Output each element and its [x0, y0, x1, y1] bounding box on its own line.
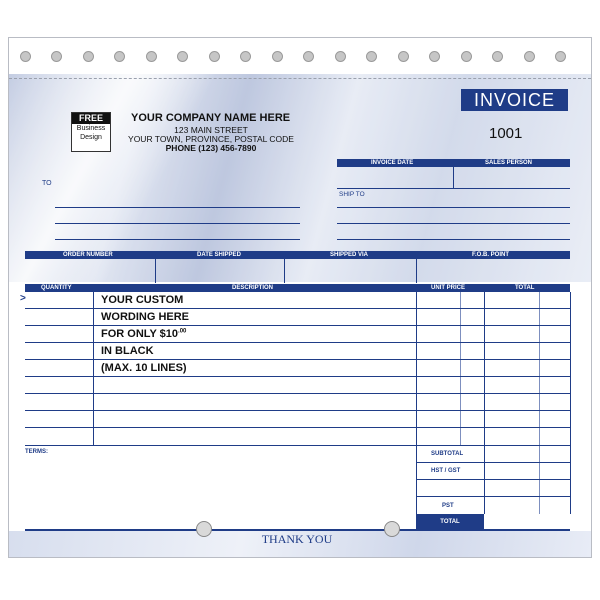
- date-shipped-field[interactable]: [156, 259, 284, 283]
- ship-to-line[interactable]: [337, 207, 570, 208]
- punch-hole: [177, 51, 188, 62]
- to-line[interactable]: [55, 223, 300, 224]
- perforation-line: [9, 78, 591, 79]
- ship-to-line[interactable]: [337, 239, 570, 240]
- company-address1: 123 MAIN STREET: [174, 125, 248, 135]
- punch-hole: [83, 51, 94, 62]
- company-name: YOUR COMPANY NAME HERE: [131, 112, 291, 124]
- punch-hole: [51, 51, 62, 62]
- punch-hole: [272, 51, 283, 62]
- invoice-title: INVOICE: [461, 89, 568, 111]
- shipped-via-field[interactable]: [285, 259, 416, 283]
- subtotal-label: SUBTOTAL: [431, 451, 464, 457]
- item-row-line: [25, 376, 570, 377]
- logo-free-text: FREE: [72, 113, 110, 124]
- to-label: TO: [42, 180, 52, 187]
- ship-to-label: SHIP TO: [339, 191, 365, 198]
- item-row-line: [25, 342, 570, 343]
- item-row-line: [25, 393, 570, 394]
- date-row-line: [337, 188, 570, 189]
- item-row-line: [25, 427, 570, 428]
- custom-line-3: [101, 328, 186, 340]
- grid-column-line: [570, 292, 571, 514]
- totals-entry-area[interactable]: [485, 451, 570, 530]
- punch-hole: [366, 51, 377, 62]
- bottom-rule: [25, 529, 570, 531]
- punch-hole: [335, 51, 346, 62]
- shipped-via-label: SHIPPED VIA: [330, 252, 369, 258]
- ship-to-line[interactable]: [337, 223, 570, 224]
- fob-point-label: F.O.B. POINT: [472, 252, 510, 258]
- row-marker: >: [20, 293, 26, 304]
- custom-line-4: IN BLACK: [101, 345, 154, 357]
- invoice-date-header: [337, 159, 570, 167]
- custom-line-1: YOUR CUSTOM: [101, 294, 184, 306]
- invoice-date-field[interactable]: [337, 167, 453, 188]
- terms-label: TERMS:: [25, 449, 48, 455]
- item-row-line: [25, 325, 570, 326]
- custom-line-5: (MAX. 10 LINES): [101, 362, 187, 374]
- order-number-field[interactable]: [25, 259, 155, 283]
- date-shipped-label: DATE SHIPPED: [197, 252, 241, 258]
- total-box-label: TOTAL: [416, 514, 484, 530]
- items-header: [25, 284, 570, 292]
- invoice-number: 1001: [489, 125, 523, 142]
- punch-hole: [20, 51, 31, 62]
- custom-line-3-text: FOR ONLY $10: [101, 328, 179, 340]
- fob-point-field[interactable]: [417, 259, 570, 283]
- logo-line3: Design: [80, 134, 102, 141]
- item-row-line: [25, 445, 570, 446]
- company-phone: PHONE (123) 456-7890: [165, 143, 257, 153]
- punch-hole: [303, 51, 314, 62]
- punch-hole: [429, 51, 440, 62]
- logo-line2: Business: [76, 125, 106, 132]
- description-label: DESCRIPTION: [232, 285, 274, 291]
- punch-hole: [209, 51, 220, 62]
- punch-hole: [492, 51, 503, 62]
- order-number-label: ORDER NUMBER: [63, 252, 113, 258]
- custom-line-2: WORDING HERE: [101, 311, 189, 323]
- sales-person-label: SALES PERSON: [485, 160, 533, 166]
- logo: [71, 112, 111, 152]
- total-label: TOTAL: [515, 285, 535, 291]
- price-cents: .00: [178, 328, 187, 335]
- to-line[interactable]: [55, 207, 300, 208]
- grid-column-line: [93, 292, 94, 445]
- punch-hole: [524, 51, 535, 62]
- unit-price-label: UNIT PRICE: [431, 285, 466, 291]
- punch-hole: [398, 51, 409, 62]
- to-line[interactable]: [55, 239, 300, 240]
- punch-hole: [240, 51, 251, 62]
- punch-hole: [114, 51, 125, 62]
- grid-column-line: [460, 292, 461, 445]
- item-row-line: [25, 308, 570, 309]
- punch-hole: [555, 51, 566, 62]
- hst-gst-label: HST / GST: [431, 468, 461, 474]
- invoice-sheet: [8, 37, 592, 558]
- order-info-header: [25, 251, 570, 259]
- punch-hole: [146, 51, 157, 62]
- pst-label: PST: [442, 503, 454, 509]
- sales-person-field[interactable]: [454, 167, 570, 188]
- quantity-label: QUANTITY: [41, 285, 72, 291]
- punch-hole: [461, 51, 472, 62]
- invoice-date-label: INVOICE DATE: [371, 160, 414, 166]
- thank-you-text: THANK YOU: [261, 532, 333, 546]
- binding-hole: [384, 521, 400, 537]
- company-address2: YOUR TOWN, PROVINCE, POSTAL CODE: [128, 134, 294, 144]
- item-row-line: [25, 359, 570, 360]
- item-row-line: [25, 410, 570, 411]
